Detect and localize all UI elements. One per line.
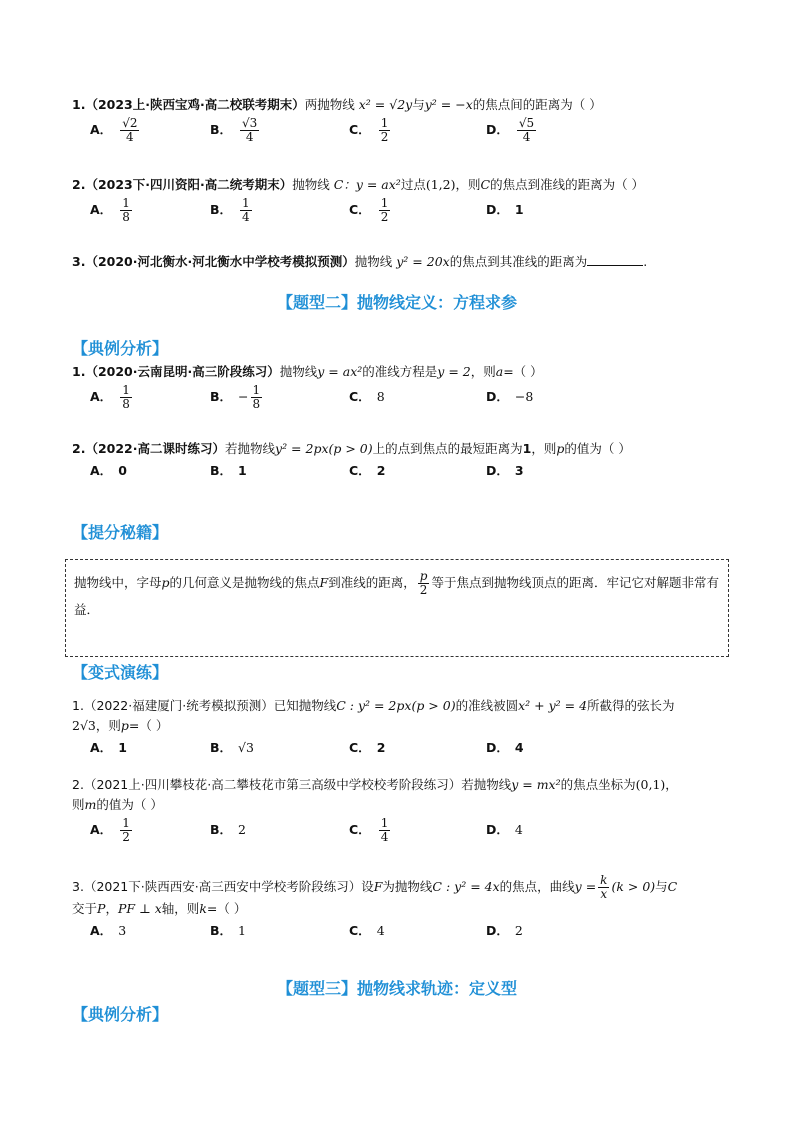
option-d[interactable]	[486, 460, 524, 482]
option-b[interactable]	[210, 383, 264, 411]
numerator: √3	[242, 115, 258, 130]
stem-text: 所截得的弦长为	[587, 698, 675, 713]
stem-text: 上的点到焦点的最短距离为	[372, 441, 523, 456]
option-label: D．	[486, 202, 509, 217]
option-label: D．	[486, 463, 509, 478]
option-value: 1	[238, 923, 246, 938]
option-label: A．	[90, 463, 113, 478]
fraction	[120, 117, 139, 144]
variable: P	[97, 901, 106, 916]
stem-text: ，	[105, 901, 118, 916]
tip-box	[65, 559, 729, 657]
option-value: 3	[514, 463, 524, 478]
options	[72, 383, 732, 411]
equation: y² = 20x	[396, 254, 450, 269]
stem-text: =（ ）	[503, 364, 543, 379]
option-value: 0	[118, 463, 127, 478]
option-a[interactable]	[90, 116, 141, 144]
stem-text: 与	[412, 97, 425, 112]
option-value: −8	[514, 389, 534, 404]
option-label: B．	[210, 923, 233, 938]
denominator: 4	[522, 129, 531, 144]
option-c[interactable]	[349, 816, 392, 844]
option-b[interactable]	[210, 196, 254, 224]
options	[72, 116, 732, 144]
option-label: B．	[210, 463, 233, 478]
variant-1	[72, 697, 732, 759]
option-d[interactable]	[486, 196, 524, 224]
stem-text: =（ ）	[206, 901, 247, 916]
option-label: A．	[90, 822, 113, 837]
stem-text: ，则	[95, 718, 121, 733]
stem-text: 过点	[400, 177, 426, 192]
denominator: 4	[380, 829, 389, 844]
option-b[interactable]	[210, 816, 246, 844]
stem-text: ，则	[470, 364, 496, 379]
option-b[interactable]	[210, 460, 247, 482]
fraction	[120, 197, 132, 224]
option-d[interactable]	[486, 116, 538, 144]
denominator: 8	[122, 209, 130, 224]
section-title-2: 【题型二】抛物线定义：方程求参	[276, 293, 517, 312]
equation: y =	[574, 879, 597, 894]
stem-text: 与	[655, 879, 668, 894]
option-d[interactable]	[486, 920, 523, 942]
fraction	[240, 197, 252, 224]
equation: x² + y² = 4	[518, 698, 588, 713]
stem-text: 的焦点间的距离为（ ）	[472, 97, 602, 112]
option-value: 2	[376, 463, 386, 478]
variable: F	[373, 879, 383, 894]
option-label: A．	[90, 122, 113, 137]
numerator: √5	[518, 115, 535, 130]
option-a[interactable]	[90, 920, 126, 942]
option-c[interactable]	[349, 116, 392, 144]
stem-text: 抛物线	[292, 177, 330, 192]
tip-text-part: 等于焦点到抛物线顶点的距离．牢记它对解题非常有益．	[74, 575, 719, 617]
question-source: （2022·高二课时练习）	[85, 441, 225, 456]
option-label: A．	[90, 740, 113, 755]
option-value: 3	[118, 923, 127, 938]
option-a[interactable]	[90, 737, 127, 759]
numerator: 1	[252, 382, 261, 397]
fraction	[379, 117, 391, 144]
options	[72, 460, 732, 482]
tip-text-part: 到准线的距离，	[328, 575, 416, 590]
option-value: 1	[514, 202, 524, 217]
stem-text: 轴，则	[161, 901, 200, 916]
denominator: x	[600, 886, 608, 901]
fraction	[379, 197, 391, 224]
stem-text: 则	[72, 797, 85, 812]
subheading-example-analysis-2: 【典例分析】	[72, 1005, 169, 1024]
question-stem-line-2	[72, 796, 732, 814]
option-label: C．	[349, 463, 371, 478]
options	[72, 816, 732, 844]
variable: p	[556, 441, 565, 456]
denominator: 8	[252, 396, 261, 411]
numerator: 1	[122, 382, 130, 397]
stem-text: 的准线被圆	[455, 698, 519, 713]
question-source: （2021下·陕西西安·高三西安中学校考阶段练习）	[83, 879, 362, 894]
question-stem	[72, 96, 732, 114]
option-c[interactable]	[349, 920, 385, 942]
question-source: （2020·河北衡水·河北衡水中学校考模拟预测）	[85, 254, 355, 269]
variable: p	[161, 575, 170, 590]
equation: PF ⊥ x	[117, 901, 162, 916]
option-label: B．	[210, 740, 233, 755]
point: (0,1)	[635, 777, 666, 792]
variable: a	[495, 364, 504, 379]
question-stem	[72, 697, 732, 715]
stem-text: =（ ）	[128, 718, 169, 733]
stem-text: ，	[665, 777, 678, 792]
question-number: 1.	[72, 698, 84, 713]
stem-text: 若抛物线	[461, 777, 512, 792]
value: 1	[522, 441, 532, 456]
tip-text-part: 抛物线中，字母	[74, 575, 162, 590]
stem-text: 已知抛物线	[273, 698, 337, 713]
stem-text: 设	[361, 879, 374, 894]
option-b[interactable]	[210, 116, 261, 144]
minus-sign: −	[238, 389, 249, 404]
subheading-tips: 【提分秘籍】	[72, 523, 169, 542]
option-label: D．	[486, 389, 509, 404]
stem-text: .	[643, 254, 648, 269]
stem-text: 为抛物线	[382, 879, 433, 894]
question-number: 3.	[72, 254, 86, 269]
option-value: 1	[118, 740, 127, 755]
stem-text: 抛物线	[354, 254, 393, 269]
subheading-example-analysis: 【典例分析】	[72, 339, 169, 358]
option-c[interactable]	[349, 196, 392, 224]
option-label: D．	[486, 822, 509, 837]
option-label: B．	[210, 122, 233, 137]
equation: (k > 0)	[611, 879, 656, 894]
option-label: C．	[349, 740, 371, 755]
option-a[interactable]	[90, 460, 127, 482]
option-d[interactable]	[486, 383, 533, 411]
equation: ：y = ax²	[343, 177, 401, 192]
question-number: 1.	[72, 97, 86, 112]
variant-3	[72, 874, 732, 942]
option-label: B．	[210, 822, 233, 837]
equation: C : y² = 2px(p > 0)	[336, 698, 456, 713]
question-source: （2021上·四川攀枝花·高二攀枝花市第三高级中学校校考阶段练习）	[83, 777, 462, 792]
denominator: 4	[126, 129, 134, 144]
variable: C	[480, 177, 491, 192]
fraction	[598, 874, 609, 901]
stem-text: 的焦点，曲线	[499, 879, 575, 894]
question-number: 2.	[72, 777, 84, 792]
option-value: 2	[376, 740, 386, 755]
question-2	[72, 176, 732, 224]
equation: y = mx²	[511, 777, 561, 792]
option-label: B．	[210, 202, 233, 217]
equation: y = 2	[437, 364, 471, 379]
option-a[interactable]	[90, 383, 134, 411]
option-a[interactable]	[90, 816, 134, 844]
option-value: 4	[514, 740, 524, 755]
tip-text-part: 的几何意义是抛物线的焦点	[169, 575, 320, 590]
question-number: 3.	[72, 879, 84, 894]
stem-text: 交于	[72, 901, 98, 916]
denominator: 4	[242, 209, 250, 224]
question-stem-line-2	[72, 717, 732, 735]
option-b[interactable]	[210, 920, 246, 942]
equation: y² = 2px(p > 0)	[275, 441, 373, 456]
fraction	[418, 570, 430, 597]
variable: p	[120, 718, 129, 733]
question-stem	[72, 253, 732, 271]
option-label: C．	[349, 122, 371, 137]
question-source: （2023下·四川资阳·高二统考期末）	[85, 177, 293, 192]
option-value: 8	[376, 389, 385, 404]
question-number: 2.	[72, 177, 86, 192]
option-value: 4	[376, 923, 385, 938]
fraction	[517, 117, 536, 144]
denominator: 2	[380, 209, 389, 224]
option-value: 4	[514, 822, 523, 837]
example-2	[72, 440, 732, 482]
stem-text: ，则	[531, 441, 557, 456]
numerator: 1	[380, 815, 389, 830]
denominator: 8	[122, 396, 130, 411]
variable: m	[84, 797, 97, 812]
option-label: D．	[486, 122, 509, 137]
option-label: D．	[486, 923, 509, 938]
denominator: 2	[380, 129, 389, 144]
option-label: C．	[349, 822, 371, 837]
fraction	[251, 384, 263, 411]
option-b[interactable]	[210, 737, 254, 759]
option-value: 2	[514, 923, 523, 938]
question-1	[72, 96, 732, 144]
option-c[interactable]	[349, 383, 385, 411]
numerator: p	[419, 569, 428, 583]
numerator: k	[600, 872, 608, 887]
point: (1,2)	[425, 177, 456, 192]
example-1	[72, 363, 732, 411]
stem-text: 的值为（ ）	[564, 441, 631, 456]
option-value: √3	[238, 740, 254, 755]
tip-text	[74, 570, 722, 623]
question-stem-line-2	[72, 900, 732, 918]
question-source: （2020·云南昆明·高三阶段练习）	[85, 364, 280, 379]
option-value: 2	[238, 822, 246, 837]
option-label: B．	[210, 389, 233, 404]
option-value: 1	[238, 463, 247, 478]
question-stem	[72, 363, 732, 381]
option-label: C．	[349, 202, 371, 217]
variable: C	[333, 177, 344, 192]
question-source: （2022·福建厦门·统考模拟预测）	[83, 698, 274, 713]
question-stem	[72, 776, 732, 794]
numerator: 1	[122, 195, 130, 210]
denominator: 2	[419, 583, 428, 597]
stem-text: 抛物线	[279, 364, 318, 379]
question-stem	[72, 440, 732, 458]
option-label: A．	[90, 389, 113, 404]
option-label: C．	[349, 389, 371, 404]
numerator: 1	[380, 195, 389, 210]
option-a[interactable]	[90, 196, 134, 224]
section-title-3: 【题型三】抛物线求轨迹：定义型	[276, 979, 517, 998]
option-c[interactable]	[349, 460, 385, 482]
equation: y² = −x	[424, 97, 473, 112]
fraction	[120, 384, 132, 411]
option-label: C．	[349, 923, 371, 938]
numerator: 1	[380, 115, 389, 130]
fraction	[379, 817, 391, 844]
numerator: 1	[242, 195, 250, 210]
stem-text: 若抛物线	[225, 441, 276, 456]
stem-text: 的准线方程是	[362, 364, 438, 379]
denominator: 4	[245, 129, 254, 144]
variable: F	[319, 575, 329, 590]
option-label: D．	[486, 740, 509, 755]
variable: C	[667, 879, 678, 894]
option-c[interactable]	[349, 737, 385, 759]
fraction	[240, 117, 259, 144]
option-d[interactable]	[486, 816, 523, 844]
stem-text: 的焦点到其准线的距离为	[449, 254, 588, 269]
options	[72, 920, 732, 942]
options	[72, 737, 732, 759]
question-stem	[72, 874, 732, 900]
stem-text: 的值为（ ）	[96, 797, 163, 812]
question-stem	[72, 176, 732, 194]
equation: y = ax²	[317, 364, 363, 379]
answer-blank[interactable]	[587, 253, 643, 266]
equation: x² = √2y	[358, 97, 413, 112]
option-label: A．	[90, 923, 113, 938]
options	[72, 196, 732, 224]
stem-text: 的焦点坐标为	[560, 777, 636, 792]
value: 2√3	[72, 718, 96, 733]
equation: C : y² = 4x	[432, 879, 500, 894]
option-d[interactable]	[486, 737, 524, 759]
variable: k	[199, 901, 207, 916]
stem-text: ，则	[455, 177, 481, 192]
denominator: 2	[122, 829, 130, 844]
question-number: 2.	[72, 441, 86, 456]
stem-text: 的焦点到准线的距离为（ ）	[490, 177, 645, 192]
subheading-variant-practice: 【变式演练】	[72, 663, 169, 682]
option-label: A．	[90, 202, 113, 217]
question-source: （2023上·陕西宝鸡·高二校联考期末）	[85, 97, 305, 112]
question-3	[72, 253, 732, 271]
question-number: 1.	[72, 364, 86, 379]
fraction	[120, 817, 132, 844]
stem-text: 两抛物线	[304, 97, 355, 112]
numerator: √2	[122, 115, 138, 130]
variant-2	[72, 776, 732, 844]
numerator: 1	[122, 815, 130, 830]
